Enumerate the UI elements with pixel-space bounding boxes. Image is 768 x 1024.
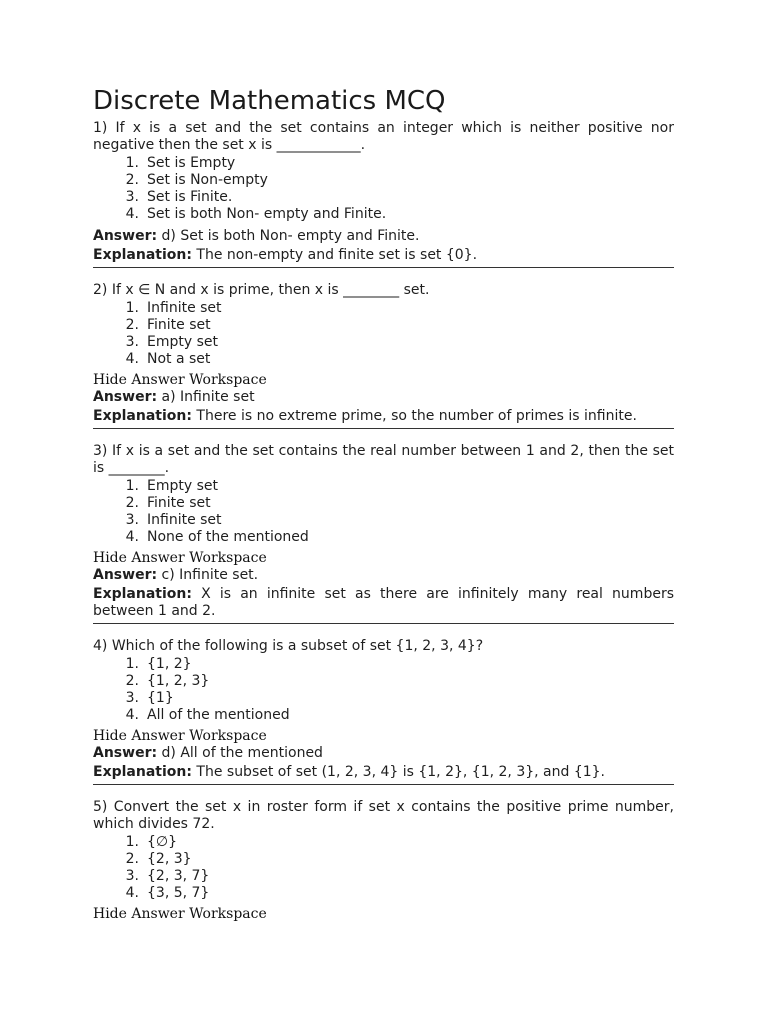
option-text: {∅} <box>147 834 178 850</box>
explanation-line <box>93 586 674 620</box>
hide-answer-link[interactable]: Hide Answer Workspace <box>93 550 267 566</box>
option-item: 3. Infinite set <box>125 512 222 528</box>
option-item: 2. Finite set <box>125 317 211 333</box>
answer-label: Answer: <box>93 745 158 761</box>
page-title: Discrete Mathematics MCQ <box>93 86 446 116</box>
explanation-label: Explanation: <box>93 764 192 780</box>
option-item: 3. {1} <box>125 690 174 706</box>
question-text: 4) Which of the following is a subset of set {1, 2, 3, 4}? <box>93 638 484 654</box>
answer-text: d) All of the mentioned <box>161 745 323 761</box>
option-item: 3. Empty set <box>125 334 218 350</box>
document-page <box>93 84 674 922</box>
question-text: 3) If x is a set and the set contains the real number between 1 and 2, then the set is ________. <box>93 443 674 476</box>
answer-line <box>93 744 674 762</box>
option-text: Empty set <box>147 334 218 350</box>
options-list <box>93 478 674 546</box>
option-item: 4. {3, 5, 7} <box>125 885 210 901</box>
option-text: {1} <box>147 690 174 706</box>
answer-line <box>93 566 674 584</box>
option-text: Not a set <box>147 351 211 367</box>
option-item: 1. Infinite set <box>125 300 222 316</box>
option-item: 4. Not a set <box>125 351 211 367</box>
option-text: Empty set <box>147 478 218 494</box>
option-text: Finite set <box>147 317 211 333</box>
option-text: Set is Non-empty <box>147 172 268 188</box>
question-5 <box>93 799 674 922</box>
options-list <box>93 834 674 902</box>
question-text: 2) If x ∈ N and x is prime, then x is ________ set. <box>93 282 430 298</box>
explanation-label: Explanation: <box>93 408 192 424</box>
options-list <box>93 155 674 223</box>
option-item: 2. Finite set <box>125 495 211 511</box>
hide-answer-link[interactable]: Hide Answer Workspace <box>93 906 267 922</box>
option-item: 2. {2, 3} <box>125 851 192 867</box>
option-text: Set is both Non- empty and Finite. <box>147 206 387 222</box>
option-item: 1. Empty set <box>125 478 218 494</box>
option-text: Infinite set <box>147 512 222 528</box>
answer-label: Answer: <box>93 389 158 405</box>
explanation-label: Explanation: <box>93 586 192 602</box>
explanation-line <box>93 247 674 264</box>
question-3 <box>93 443 674 624</box>
option-text: Set is Empty <box>147 155 236 171</box>
question-text: 5) Convert the set x in roster form if set x contains the positive prime number, which divides 72. <box>93 799 674 832</box>
answer-line <box>93 227 674 245</box>
option-item: 1. Set is Empty <box>125 155 236 171</box>
hide-answer-link[interactable]: Hide Answer Workspace <box>93 728 267 744</box>
option-item: 2. {1, 2, 3} <box>125 673 210 689</box>
question-2 <box>93 282 674 429</box>
option-text: All of the mentioned <box>147 707 290 723</box>
explanation-line <box>93 408 674 425</box>
explanation-text: X is an infinite set as there are infinitely many real numbers between 1 and 2. <box>93 586 674 619</box>
option-item: 1. {∅} <box>125 834 178 850</box>
option-text: {2, 3} <box>147 851 192 867</box>
option-item: 4. None of the mentioned <box>125 529 309 545</box>
options-list <box>93 300 674 368</box>
answer-text: d) Set is both Non- empty and Finite. <box>161 228 420 244</box>
option-item: 2. Set is Non-empty <box>125 172 268 188</box>
option-text: Finite set <box>147 495 211 511</box>
option-text: None of the mentioned <box>147 529 309 545</box>
option-text: {3, 5, 7} <box>147 885 210 901</box>
question-4 <box>93 638 674 785</box>
explanation-text: There is no extreme prime, so the number of primes is infinite. <box>196 408 637 424</box>
option-text: {1, 2} <box>147 656 192 672</box>
answer-text: a) Infinite set <box>161 389 255 405</box>
answer-label: Answer: <box>93 228 158 244</box>
options-list <box>93 656 674 724</box>
answer-label: Answer: <box>93 567 158 583</box>
option-text: {1, 2, 3} <box>147 673 210 689</box>
option-text: Set is Finite. <box>147 189 233 205</box>
option-item: 4. Set is both Non- empty and Finite. <box>125 206 387 222</box>
option-item: 1. {1, 2} <box>125 656 192 672</box>
option-item: 4. All of the mentioned <box>125 707 290 723</box>
answer-text: c) Infinite set. <box>161 567 259 583</box>
question-1 <box>93 120 674 268</box>
option-item: 3. {2, 3, 7} <box>125 868 210 884</box>
explanation-text: The subset of set (1, 2, 3, 4} is {1, 2}, {1, 2, 3}, and {1}. <box>196 764 605 780</box>
explanation-label: Explanation: <box>93 247 192 263</box>
option-text: {2, 3, 7} <box>147 868 210 884</box>
hide-answer-link[interactable]: Hide Answer Workspace <box>93 372 267 388</box>
question-text: 1) If x is a set and the set contains an integer which is neither positive nor negative then the set x is ____________. <box>93 120 674 153</box>
explanation-line <box>93 764 674 781</box>
answer-line <box>93 388 674 406</box>
option-item: 3. Set is Finite. <box>125 189 233 205</box>
explanation-text: The non-empty and finite set is set {0}. <box>196 247 478 263</box>
option-text: Infinite set <box>147 300 222 316</box>
